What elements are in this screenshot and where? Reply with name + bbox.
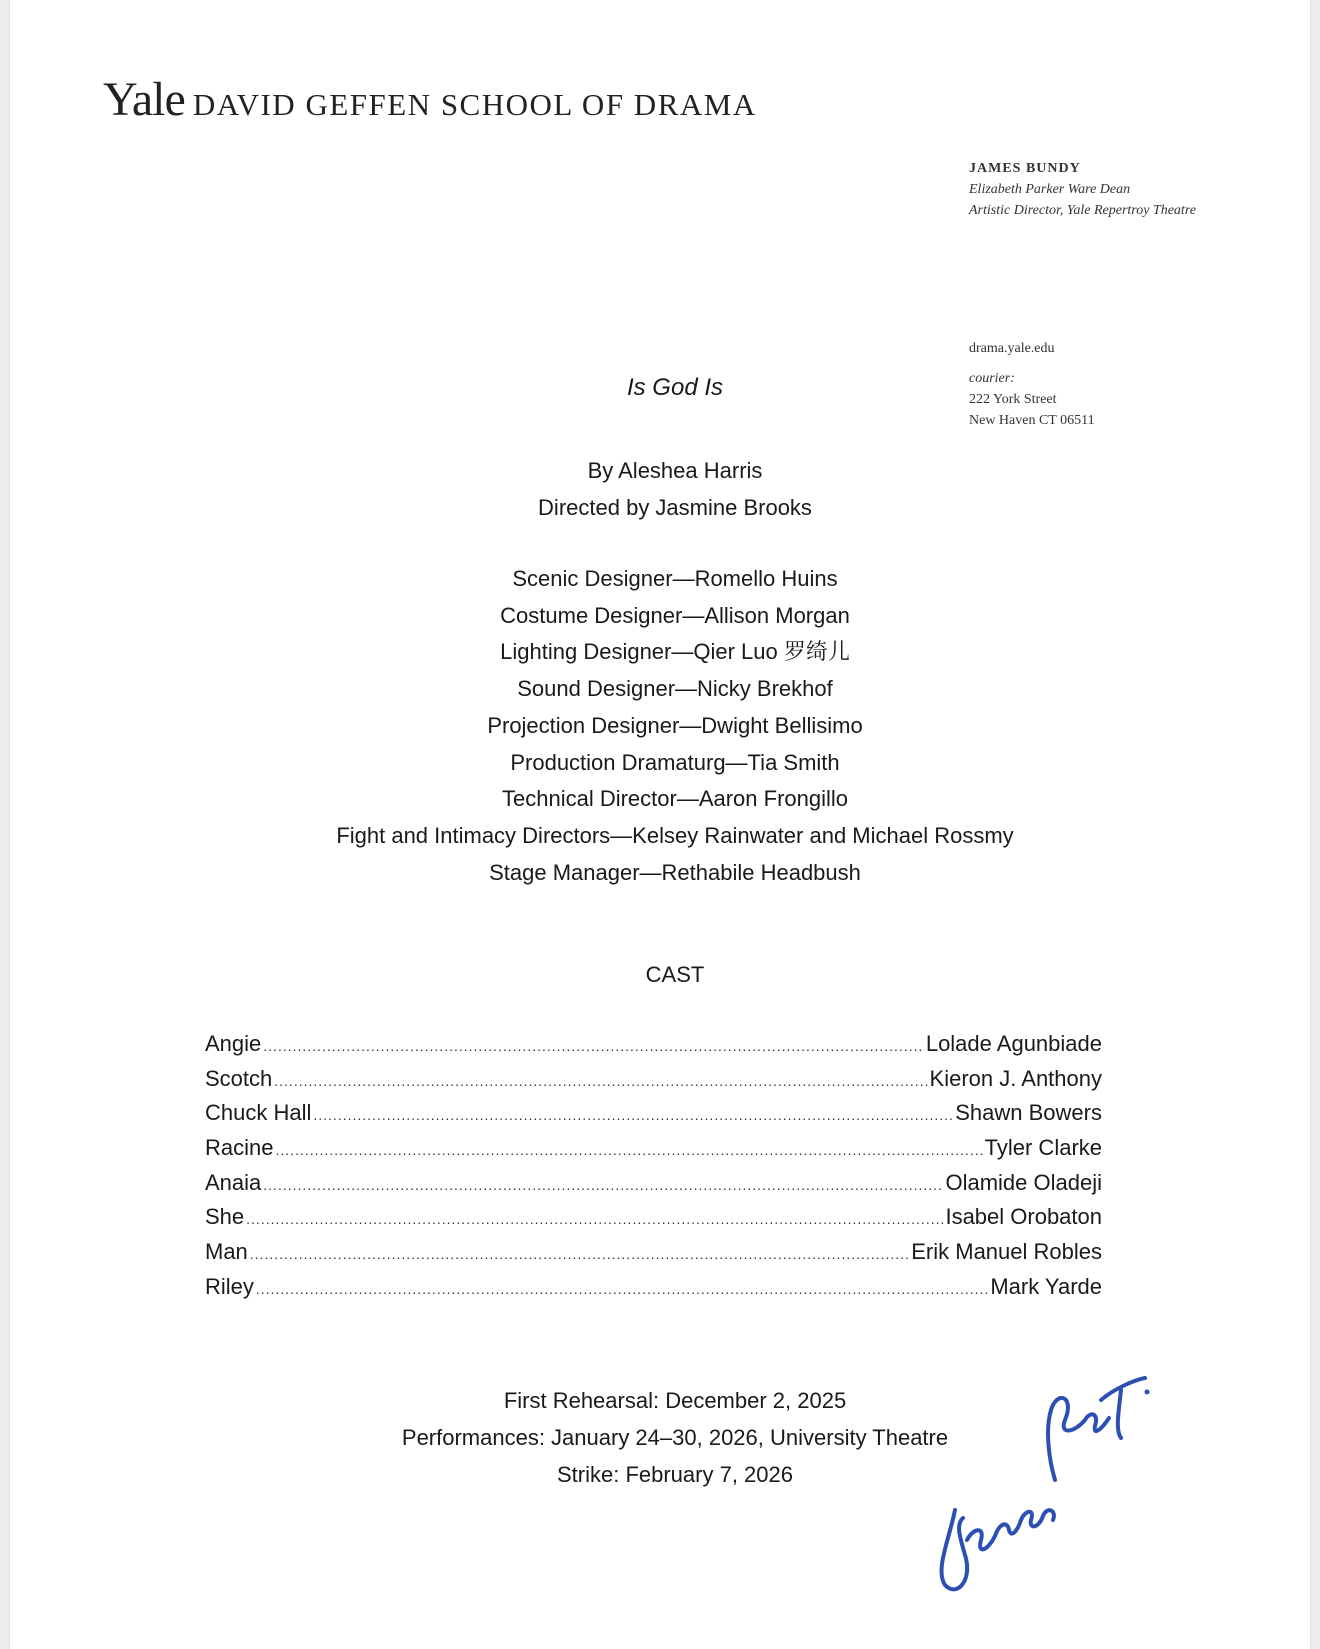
play-director: Directed by Jasmine Brooks [538,495,812,520]
cast-actor: Erik Manuel Robles [911,1239,1102,1265]
leader-dots [246,1211,943,1227]
cast-actor: Lolade Agunbiade [925,1031,1102,1056]
play-title: Is God Is [626,374,724,401]
cast-role: Riley [205,1273,254,1299]
cast-role: She [205,1204,245,1230]
leader-dots [275,1142,982,1158]
cast-role: Angie [205,1031,262,1056]
credits-list [50,561,1300,891]
leader-dots [256,1281,988,1297]
credit-line: Scenic Designer—Romello Huins [512,566,838,591]
cast-role: Anaia [205,1169,262,1195]
cast-actor: Shawn Bowers [955,1100,1102,1126]
leader-dots [274,1073,927,1089]
signature-stroke [942,1378,1146,1589]
credit-line: Fight and Intimacy Directors—Kelsey Rainwater and Michael Rossmy [336,822,1014,848]
leader-dots [313,1107,953,1123]
cast-row [205,1204,1102,1239]
contact-city: New Haven CT 06511 [969,413,1095,428]
credit-line: Production Dramaturg—Tia Smith [510,749,840,775]
leader-dots [250,1246,909,1262]
dean-block [969,158,1196,221]
cast-heading: CAST [645,962,705,987]
leader-dots [263,1038,924,1054]
credit-line: Technical Director—Aaron Frongillo [501,786,849,812]
dean-name: JAMES BUNDY [969,161,1081,176]
letterhead-school: DAVID GEFFEN SCHOOL OF DRAMA [192,87,757,122]
cast-row [205,1239,1102,1274]
cast-role: Scotch [205,1065,273,1091]
cast-actor: Mark Yarde [990,1273,1102,1299]
credit-line: Sound Designer—Nicky Brekhof [517,676,833,702]
letterhead [103,72,757,127]
cast-row [205,1031,1102,1066]
contact-website: drama.yale.edu [969,341,1055,356]
cast-row [205,1274,1102,1309]
cast-row [205,1066,1102,1101]
credit-line: Costume Designer—Allison Morgan [500,602,850,628]
strike-date: Strike: February 7, 2026 [556,1462,793,1487]
contact-courier-label: courier: [969,371,1015,386]
first-rehearsal: First Rehearsal: December 2, 2025 [503,1388,847,1413]
cast-role: Man [205,1239,248,1265]
cast-row [205,1135,1102,1170]
performances: Performances: January 24–30, 2026, University Theatre [401,1425,949,1450]
dean-title: Elizabeth Parker Ware Dean [969,182,1131,197]
letterhead-yale: Yale [103,73,185,126]
cast-role: Chuck Hall [205,1100,312,1126]
cast-role: Racine [205,1135,274,1161]
cast-actor: Kieron J. Anthony [929,1065,1102,1091]
contact-street: 222 York Street [969,392,1057,407]
credit-line: Stage Manager—Rethabile Headbush [489,859,861,885]
handwritten-signature [925,1340,1155,1600]
signature-dot [1145,1390,1150,1395]
cast-list [205,1031,1102,1309]
dean-role: Artistic Director, Yale Repertroy Theatre [969,203,1196,218]
byline [50,452,1300,526]
credit-line: Projection Designer—Dwight Bellisimo [487,712,863,738]
cast-actor: Olamide Oladeji [945,1169,1102,1195]
play-author: By Aleshea Harris [587,458,763,483]
cast-actor: Isabel Orobaton [945,1204,1102,1230]
cast-row [205,1170,1102,1205]
credit-line: Lighting Designer—Qier Luo 罗绮儿 [500,639,850,665]
cast-row [205,1100,1102,1135]
cast-actor: Tyler Clarke [984,1135,1102,1161]
leader-dots [263,1177,943,1193]
document-page [10,0,1310,1649]
